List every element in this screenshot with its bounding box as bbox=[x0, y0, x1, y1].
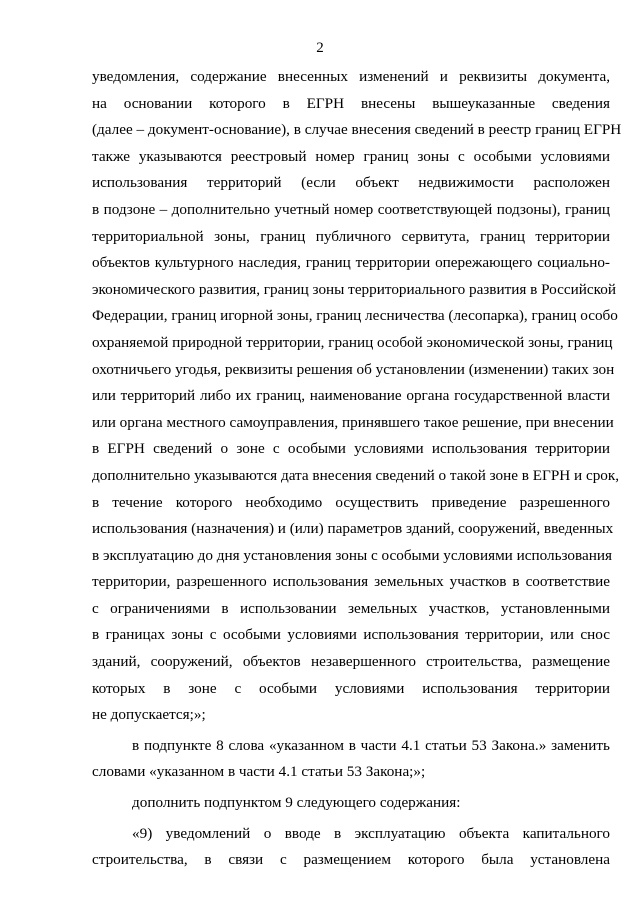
page-number: 2 bbox=[316, 40, 324, 56]
text-line: с ограничениями в использовании земельных участков, установленными bbox=[92, 599, 610, 617]
text-line: Федерации, границ игорной зоны, границ лесничества (лесопарка), границ особо bbox=[92, 307, 618, 325]
text-line: объектов культурного наследия, границ территории опережающего социально- bbox=[92, 254, 610, 272]
text-line: строительства, в связи с размещением которого была установлена bbox=[92, 851, 610, 869]
text-line: использования (назначения) и (или) параметров зданий, сооружений, введенных bbox=[92, 520, 614, 538]
text-line: «9) уведомлений о вводе в эксплуатацию объекта капитального bbox=[132, 824, 610, 842]
text-line: дополнительно указываются дата внесения сведений о такой зоне в ЕГРН и срок, bbox=[92, 466, 620, 484]
text-line: на основании которого в ЕГРН внесены вышеуказанные сведения bbox=[92, 94, 610, 112]
text-line: или органа местного самоуправления, принявшего такое решение, при внесении bbox=[92, 413, 614, 431]
text-line: использования территорий (если объект недвижимости расположен bbox=[92, 174, 610, 192]
text-line: которых в зоне с особыми условиями использования территории bbox=[92, 679, 610, 697]
text-line: не допускается;»; bbox=[92, 706, 206, 724]
text-line: также указываются реестровый номер границ зоны с особыми условиями bbox=[92, 147, 610, 165]
text-line: (далее – документ-основание), в случае внесения сведений в реестр границ ЕГРН bbox=[92, 121, 622, 139]
text-line: охотничьего угодья, реквизиты решения об установлении (изменении) таких зон bbox=[92, 360, 615, 378]
text-line: уведомления, содержание внесенных изменений и реквизиты документа, bbox=[92, 68, 610, 85]
text-line: или территорий либо их границ, наименование органа государственной власти bbox=[92, 387, 610, 405]
text-line: охраняемой природной территории, границ особой экономической зоны, границ bbox=[92, 333, 613, 351]
text-line: территории, разрешенного использования земельных участков в соответствие bbox=[92, 573, 610, 591]
text-line: экономического развития, границ зоны территориального развития в Российской bbox=[92, 280, 616, 298]
text-line: дополнить подпунктом 9 следующего содержания: bbox=[132, 794, 461, 812]
text-line: зданий, сооружений, объектов незавершенного строительства, размещение bbox=[92, 653, 610, 671]
paragraph-continuation bbox=[92, 64, 622, 729]
text-line: в ЕГРН сведений о зоне с особыми условиями использования территории bbox=[92, 440, 610, 458]
text-line: в эксплуатацию до дня установления зоны с особыми условиями использования bbox=[92, 546, 612, 564]
paragraph-add-9 bbox=[92, 790, 610, 817]
text-line: в границах зоны с особыми условиями использования территории, или снос bbox=[92, 626, 610, 644]
text-line: территориальной зоны, границ публичного сервитута, границ территории bbox=[92, 227, 610, 245]
text-line: в подпункте 8 слова «указанном в части 4.1 статьи 53 Закона.» заменить bbox=[132, 736, 610, 754]
text-line: в подзоне – дополнительно учетный номер соответствующей подзоны), границ bbox=[92, 200, 610, 218]
paragraph-item-9 bbox=[92, 821, 610, 874]
text-line: словами «указанном в части 4.1 статьи 53 Закона;»; bbox=[92, 763, 426, 781]
paragraph-amendment-8 bbox=[92, 733, 610, 786]
document-body bbox=[92, 64, 622, 874]
text-line: в течение которого необходимо осуществить приведение разрешенного bbox=[92, 493, 610, 511]
